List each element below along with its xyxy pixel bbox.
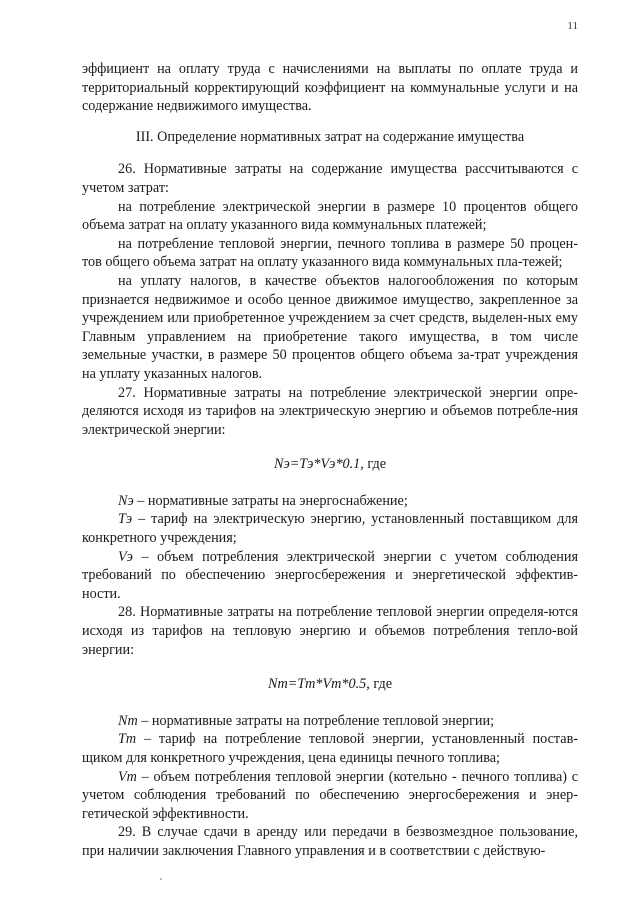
paragraph-28: 28. Нормативные затраты на потребление тепловой энергии определя-ются исходя из тарифов на тепловую энергию и объемов потребления тепло-вой энергии: [82, 604, 578, 658]
page-number: 11 [567, 20, 578, 32]
formula-electricity [82, 455, 578, 474]
definition-ne-text: – нормативные затраты на энергоснабжение; [133, 492, 408, 509]
formula-heat [82, 675, 578, 694]
definition-nt-text: – нормативные затраты на потребление тепловой энергии; [137, 712, 495, 729]
definition-ve-symbol: Vэ [118, 548, 133, 565]
section-title: III. Определение нормативных затрат на содержание имущества [135, 128, 525, 145]
definition-te-symbol: Tэ [118, 511, 133, 528]
paragraph-26-electricity: на потребление электрической энергии в размере 10 процентов общего объема затрат на оплату указанного вида коммунальных платежей; [82, 198, 578, 234]
definition-te-text: – тариф на электрическую энергию, установленный поставщиком для конкретного учреждения; [82, 511, 578, 547]
scan-speck [160, 878, 162, 880]
formula-heat-tail: где [369, 676, 392, 693]
definition-tt-text: – тариф на потребление тепловой энергии, установленный постав-щиком для конкретного учреждения, цена единицы печного топлива; [82, 731, 578, 766]
definition-tt-symbol: Tт [118, 731, 137, 748]
formula-electricity-tail: где [363, 456, 387, 473]
definition-ve [82, 548, 578, 604]
formula-electricity-expr: Nэ=Tэ*Vэ*0.1, [273, 456, 364, 473]
intro-paragraph: эффициент на оплату труда с начислениями на выплаты по оплате труда и территориальный корректирующий коэффициент на коммунальные услуги и на содержание недвижимого имущества. [82, 61, 578, 115]
definition-nt-symbol: Nт [118, 712, 138, 729]
paragraph-26-taxes: на уплату налогов, в качестве объектов налогообложения по которым признается недвижимое и особо ценное движимое имущество, закрепленное за учреждением или приобретенное учреждением за счет средств, выделен-ных ему Главным управлением на приобретение такого имущества, в том числе земельные участки, в размере 50 процентов общего объема за-трат учреждения на уплату указанных налогов. [82, 272, 578, 382]
definition-ne-symbol: Nэ [118, 492, 134, 509]
definition-vt [82, 768, 578, 824]
formula-heat-expr: Nт=Tт*Vт*0.5, [268, 676, 370, 693]
definition-nt [82, 712, 578, 731]
paragraph-26: 26. Нормативные затраты на содержание имущества рассчитываются с учетом затрат: [82, 161, 578, 196]
paragraph-29: 29. В случае сдачи в аренду или передачи в безвозмездное пользование, при наличии заключения Главного управления и в соответствии с действую- [82, 824, 578, 859]
definition-tt [82, 730, 578, 767]
document-body [82, 60, 578, 861]
definition-vt-text: – объем потребления тепловой энергии (котельно - печного топлива) с учетом соблюдения требований по обеспечению энергосбережения и энер-гетической эффективности. [82, 768, 578, 822]
paragraph-26-heat: на потребление тепловой энергии, печного топлива в размере 50 процен-тов общего объема затрат на оплату указанного вида коммунальных пла-тежей; [82, 235, 578, 271]
paragraph-27: 27. Нормативные затраты на потребление электрической энергии опре-деляются исходя из тарифов на электрическую энергию и объемов потребле-ния электрической энергии: [82, 384, 578, 438]
definition-te [82, 510, 578, 547]
definition-ve-text: – объем потребления электрической энергии с учетом соблюдения требований по обеспечению энергосбережения и энергетической эффектив-ности. [82, 548, 578, 602]
definition-vt-symbol: Vт [118, 768, 137, 785]
definition-ne [82, 492, 578, 511]
